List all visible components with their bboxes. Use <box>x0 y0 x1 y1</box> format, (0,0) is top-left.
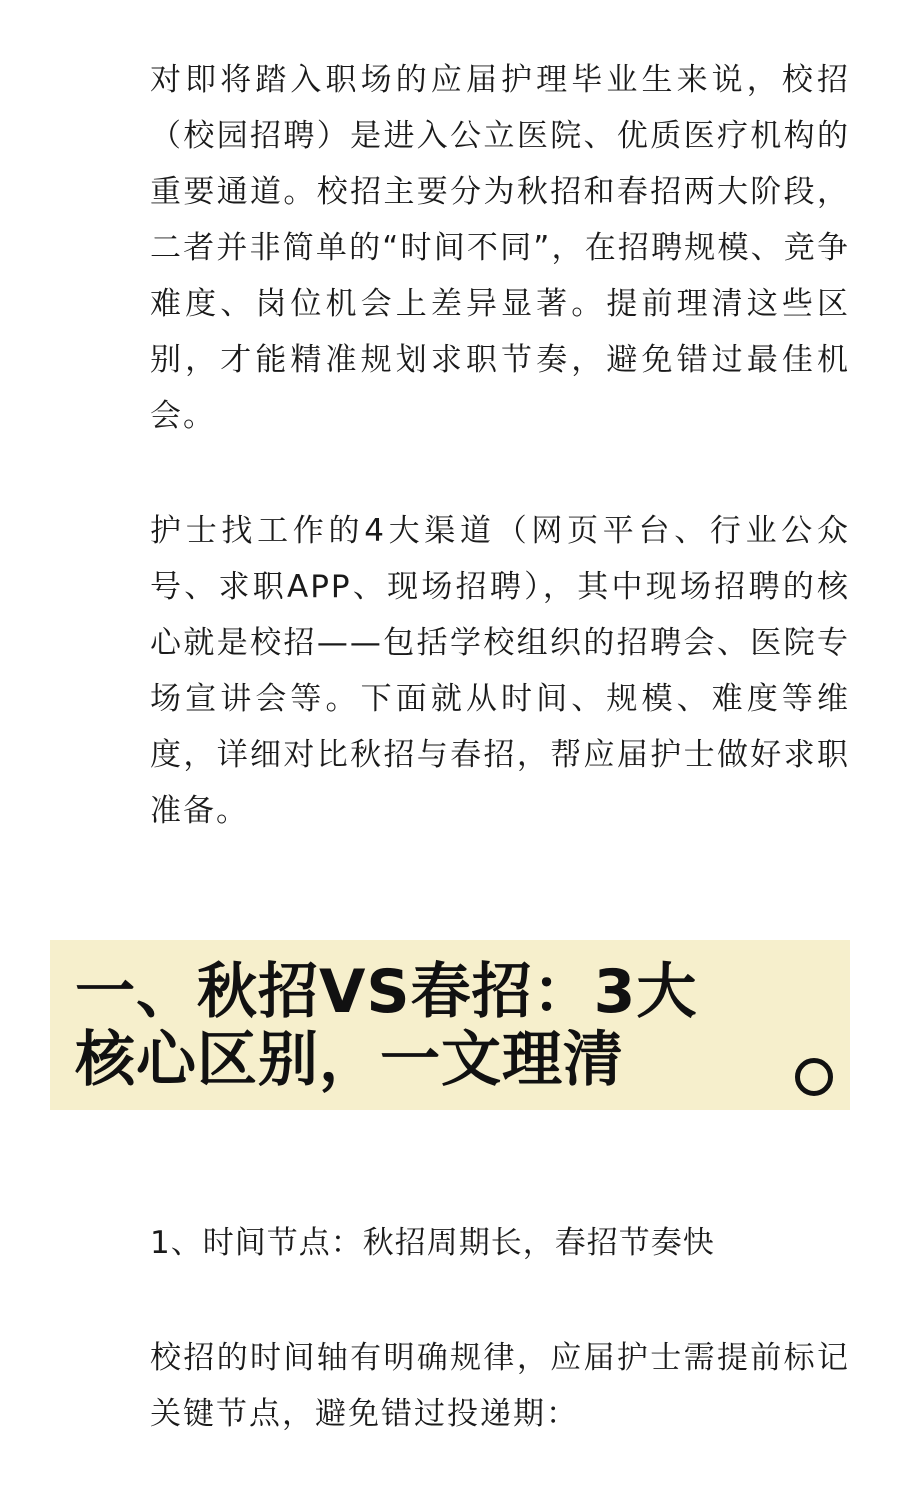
circle-icon <box>795 1058 833 1096</box>
section-heading-box <box>50 940 850 1110</box>
timeline-intro-paragraph: 校招的时间轴有明确规律，应届护士需提前标记关键节点，避免错过投递期： <box>150 1340 850 1432</box>
subheading-time-nodes: 1、时间节点：秋招周期长，春招节奏快 <box>150 1225 715 1261</box>
intro-paragraph: 对即将踏入职场的应届护理毕业生来说，校招（校园招聘）是进入公立医院、优质医疗机构的重要通道。校招主要分为秋招和春招两大阶段，二者并非简单的“时间不同”，在招聘规模、竞争难度、岗位机会上差异显著。提前理清这些区别，才能精准规划求职节奏，避免错过最佳机会。 <box>150 62 850 434</box>
section-heading: 一、秋招VS春招：3大核心区别，一文理清 <box>75 957 698 1095</box>
channels-paragraph: 护士找工作的4大渠道（网页平台、行业公众号、求职APP、现场招聘），其中现场招聘的核心就是校招——包括学校组织的招聘会、医院专场宣讲会等。下面就从时间、规模、难度等维度，详细对比秋招与春招，帮应届护士做好求职准备。 <box>150 513 850 829</box>
